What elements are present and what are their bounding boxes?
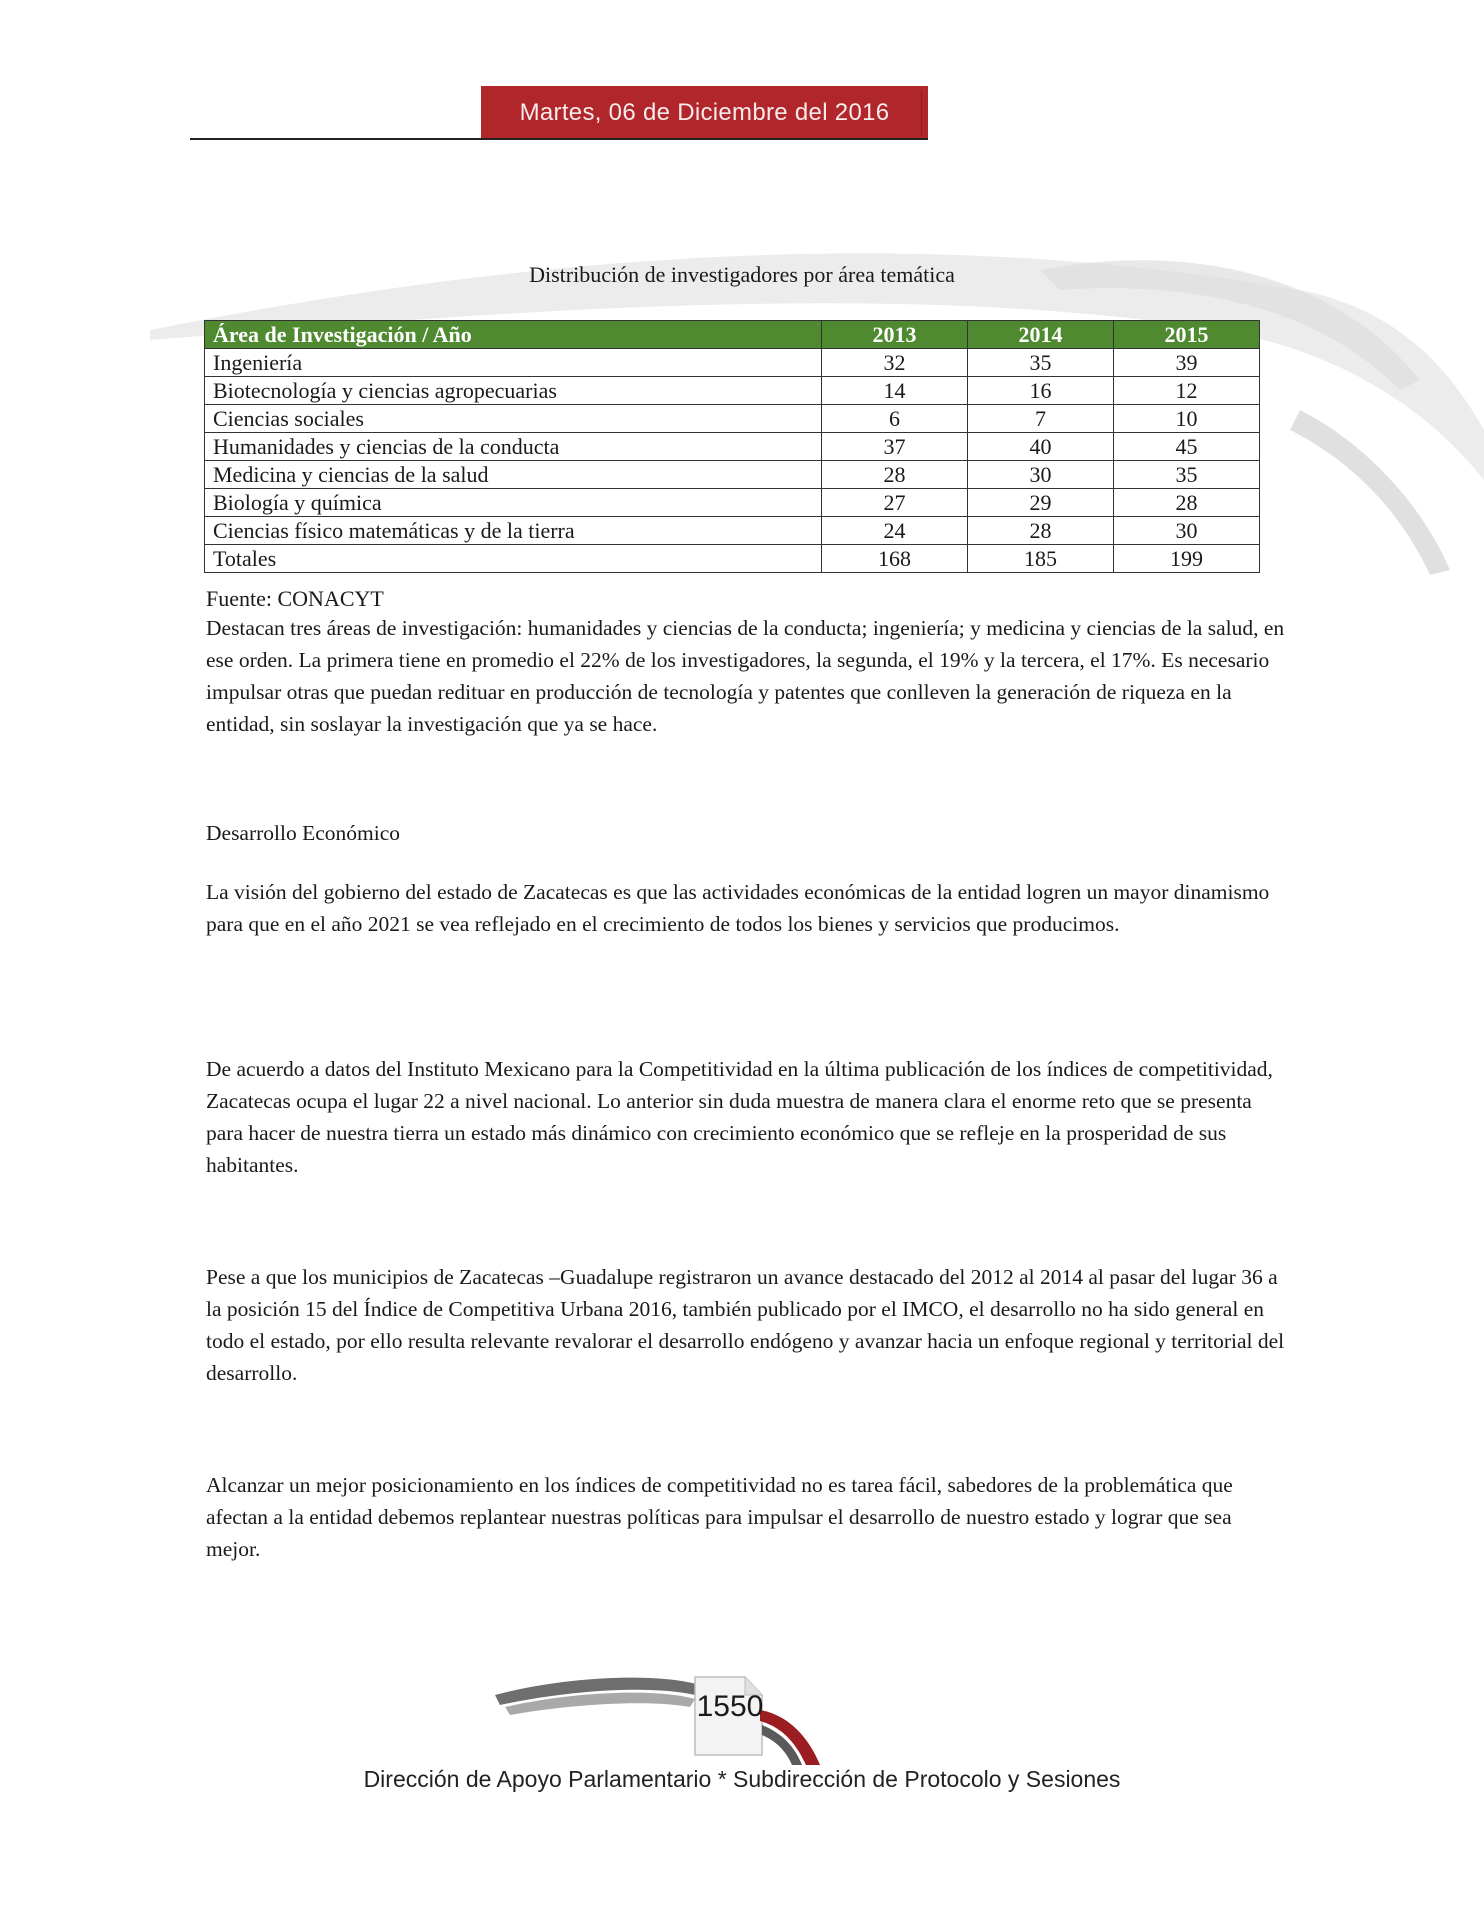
table-cell-value: 12 [1114, 377, 1260, 405]
table-cell-value: 30 [968, 461, 1114, 489]
table-row [205, 377, 1260, 405]
table-cell-value: 168 [822, 545, 968, 573]
header-rule [190, 138, 928, 140]
table-row [205, 489, 1260, 517]
footer-text: Dirección de Apoyo Parlamentario * Subdirección de Protocolo y Sesiones [363, 1766, 1121, 1792]
table-cell-value: 32 [822, 349, 968, 377]
section-heading: Desarrollo Económico [206, 821, 401, 845]
table-source: Fuente: CONACYT [206, 586, 384, 611]
table-cell-value: 185 [968, 545, 1114, 573]
table-cell-area: Biotecnología y ciencias agropecuarias [205, 377, 822, 405]
table-cell-value: 28 [968, 517, 1114, 545]
column-header-2014: 2014 [968, 321, 1114, 349]
table-cell-value: 30 [1114, 517, 1260, 545]
table-cell-value: 39 [1114, 349, 1260, 377]
table-cell-area: Medicina y ciencias de la salud [205, 461, 822, 489]
header-date: Martes, 06 de Diciembre del 2016 [519, 99, 890, 126]
paragraph-research-areas: Destacan tres áreas de investigación: humanidades y ciencias de la conducta; ingeniería; y medicina y ciencias de la salud, en ese orden. La primera tiene en promedio el 22% de los investigadores, la segunda, el 19% y la tercera, el 17%. Es necesario impulsar otras que puedan redituar en producción de tecnología y patentes que conlleven la generación de riqueza en la entidad, sin soslayar la investigación que ya se hace. [206, 616, 1285, 736]
table-cell-value: 199 [1114, 545, 1260, 573]
column-header-2013: 2013 [822, 321, 968, 349]
table-row [205, 461, 1260, 489]
table-cell-value: 28 [1114, 489, 1260, 517]
table-cell-value: 40 [968, 433, 1114, 461]
table-cell-value: 45 [1114, 433, 1260, 461]
column-header-2015: 2015 [1114, 321, 1260, 349]
table-title: Distribución de investigadores por área temática [529, 262, 955, 287]
paragraph-municipalities: Pese a que los municipios de Zacatecas –Guadalupe registraron un avance destacado del 2012 al 2014 al pasar del lugar 36 a la posición 15 del Índice de Competitiva Urbana 2016, también publicado por el IMCO, el desarrollo no ha sido general en todo el estado, por ello resulta relevante revalorar el desarrollo endógeno y avanzar hacia un enfoque regional y territorial del desarrollo. [206, 1265, 1285, 1385]
paragraph-vision: La visión del gobierno del estado de Zacatecas es que las actividades económicas de la entidad logren un mayor dinamismo para que en el año 2021 se vea reflejado en el crecimiento de todos los bienes y servicios que producimos. [206, 880, 1270, 936]
table-cell-area: Ciencias sociales [205, 405, 822, 433]
column-header-area: Área de Investigación / Año [205, 321, 822, 349]
table-cell-area: Humanidades y ciencias de la conducta [205, 433, 822, 461]
table-cell-value: 6 [822, 405, 968, 433]
table-cell-value: 35 [968, 349, 1114, 377]
table-cell-value: 35 [1114, 461, 1260, 489]
table-header-row [205, 321, 1260, 349]
table-cell-value: 24 [822, 517, 968, 545]
table-cell-area: Biología y química [205, 489, 822, 517]
paragraph-positioning: Alcanzar un mejor posicionamiento en los índices de competitividad no es tarea fácil, sabedores de la problemática que afectan a la entidad debemos replantear nuestras políticas para impulsar el desarrollo de nuestro estado y lograr que sea mejor. [206, 1473, 1233, 1561]
paragraph-competitiveness: De acuerdo a datos del Instituto Mexicano para la Competitividad en la última publicación de los índices de competitividad, Zacatecas ocupa el lugar 22 a nivel nacional. Lo anterior sin duda muestra de manera clara el enorme reto que se presenta para hacer de nuestra tierra un estado más dinámico con crecimiento económico que se refleje en la prosperidad de sus habitantes. [206, 1057, 1273, 1177]
table-cell-value: 29 [968, 489, 1114, 517]
researchers-table [204, 320, 1260, 573]
table-cell-area: Ingeniería [205, 349, 822, 377]
table-cell-area: Totales [205, 545, 822, 573]
table-row-totals [205, 545, 1260, 573]
header-date-banner [481, 86, 928, 140]
table-cell-value: 10 [1114, 405, 1260, 433]
table-cell-value: 37 [822, 433, 968, 461]
table-cell-value: 28 [822, 461, 968, 489]
table-cell-value: 14 [822, 377, 968, 405]
table-row [205, 349, 1260, 377]
table-row [205, 433, 1260, 461]
table-row [205, 405, 1260, 433]
table-cell-value: 7 [968, 405, 1114, 433]
table-cell-value: 16 [968, 377, 1114, 405]
page-number: 1550 [696, 1690, 764, 1723]
table-cell-value: 27 [822, 489, 968, 517]
footer-logo [490, 1655, 830, 1765]
table-cell-area: Ciencias físico matemáticas y de la tierra [205, 517, 822, 545]
table-row [205, 517, 1260, 545]
